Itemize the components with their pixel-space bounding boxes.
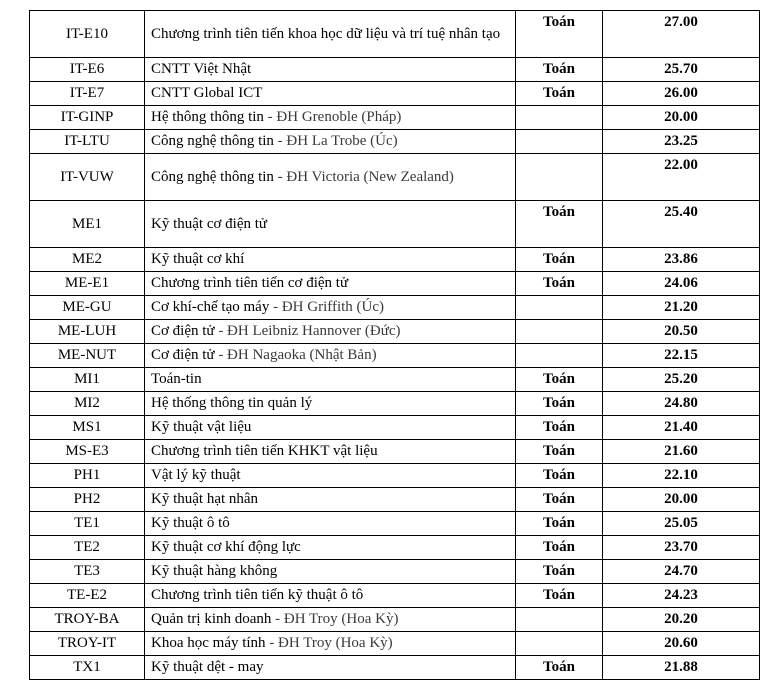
- partner-university: - ĐH Griffith (Úc): [273, 299, 385, 315]
- program-name-cell: [145, 632, 516, 656]
- program-name-cell: [145, 296, 516, 320]
- admission-score-table: [29, 10, 760, 680]
- table-row: [30, 416, 760, 440]
- table-row: [30, 58, 760, 82]
- program-name: Kỹ thuật cơ điện tử: [151, 215, 268, 232]
- cutoff-score-cell: 22.00: [603, 154, 760, 201]
- main-subject-cell: Toán: [516, 464, 603, 488]
- main-subject-cell: [516, 154, 603, 201]
- program-name-cell: [145, 248, 516, 272]
- cutoff-score-cell: 22.10: [603, 464, 760, 488]
- program-name-cell: [145, 320, 516, 344]
- table-row: [30, 656, 760, 680]
- program-name: Kỹ thuật vật liệu: [151, 419, 252, 435]
- main-subject-cell: Toán: [516, 11, 603, 58]
- program-name-cell: [145, 11, 516, 58]
- program-name: Kỹ thuật hàng không: [151, 563, 278, 579]
- admission-table-wrapper: [29, 10, 760, 680]
- cutoff-score-cell: 21.60: [603, 440, 760, 464]
- cutoff-score-cell: 21.40: [603, 416, 760, 440]
- program-name: Công nghệ thông tin: [151, 133, 274, 149]
- program-name-cell: [145, 154, 516, 201]
- program-code-cell: TROY-BA: [30, 608, 145, 632]
- program-code-cell: TE2: [30, 536, 145, 560]
- program-name-cell: [145, 82, 516, 106]
- program-code-cell: MS-E3: [30, 440, 145, 464]
- program-code-cell: TE3: [30, 560, 145, 584]
- cutoff-score-cell: 25.70: [603, 58, 760, 82]
- program-code-cell: IT-E10: [30, 11, 145, 58]
- program-name-cell: [145, 130, 516, 154]
- table-row: [30, 488, 760, 512]
- program-name-cell: [145, 392, 516, 416]
- program-code-cell: TROY-IT: [30, 632, 145, 656]
- program-name-cell: [145, 560, 516, 584]
- main-subject-cell: Toán: [516, 392, 603, 416]
- program-name: Cơ điện tử: [151, 347, 215, 363]
- program-name: Quản trị kinh doanh: [151, 611, 272, 627]
- cutoff-score-cell: 24.06: [603, 272, 760, 296]
- partner-university: - ĐH Victoria (New Zealand): [273, 168, 454, 185]
- main-subject-cell: Toán: [516, 488, 603, 512]
- table-row: [30, 201, 760, 248]
- table-row: [30, 130, 760, 154]
- main-subject-cell: [516, 344, 603, 368]
- main-subject-cell: Toán: [516, 440, 603, 464]
- main-subject-cell: Toán: [516, 656, 603, 680]
- program-name-cell: [145, 440, 516, 464]
- cutoff-score-cell: 21.20: [603, 296, 760, 320]
- program-name-cell: [145, 201, 516, 248]
- program-name: Chương trình tiên tiến KHKT vật liệu: [151, 443, 378, 459]
- program-code-cell: MI2: [30, 392, 145, 416]
- program-name: CNTT Global ICT: [151, 85, 263, 101]
- cutoff-score-cell: 20.50: [603, 320, 760, 344]
- partner-university: - ĐH Leibniz Hannover (Đức): [214, 323, 401, 339]
- main-subject-cell: Toán: [516, 82, 603, 106]
- table-row: [30, 320, 760, 344]
- program-name-cell: [145, 656, 516, 680]
- program-name-cell: [145, 464, 516, 488]
- table-row: [30, 296, 760, 320]
- main-subject-cell: Toán: [516, 201, 603, 248]
- main-subject-cell: Toán: [516, 272, 603, 296]
- program-name: Hệ thông thông tin: [151, 109, 264, 125]
- main-subject-cell: [516, 608, 603, 632]
- main-subject-cell: [516, 632, 603, 656]
- main-subject-cell: Toán: [516, 512, 603, 536]
- cutoff-score-cell: 20.00: [603, 488, 760, 512]
- program-name: Công nghệ thông tin: [151, 168, 274, 185]
- program-code-cell: ME-LUH: [30, 320, 145, 344]
- program-name: Chương trình tiên tiến khoa học dữ liệu và trí tuệ nhân tạo: [151, 25, 501, 42]
- table-row: [30, 11, 760, 58]
- cutoff-score-cell: 25.20: [603, 368, 760, 392]
- program-name-cell: [145, 608, 516, 632]
- cutoff-score-cell: 26.00: [603, 82, 760, 106]
- table-row: [30, 106, 760, 130]
- program-name-cell: [145, 368, 516, 392]
- program-code-cell: IT-LTU: [30, 130, 145, 154]
- program-name: CNTT Việt Nhật: [151, 61, 252, 77]
- partner-university: - ĐH La Trobe (Úc): [273, 133, 398, 149]
- program-code-cell: TX1: [30, 656, 145, 680]
- program-code-cell: IT-E6: [30, 58, 145, 82]
- table-row: [30, 440, 760, 464]
- program-code-cell: ME-E1: [30, 272, 145, 296]
- cutoff-score-cell: 20.00: [603, 106, 760, 130]
- program-name-cell: [145, 584, 516, 608]
- main-subject-cell: [516, 106, 603, 130]
- program-name: Cơ điện tử: [151, 323, 215, 339]
- main-subject-cell: [516, 320, 603, 344]
- program-name: Kỹ thuật hạt nhân: [151, 491, 259, 507]
- program-name: Kỹ thuật cơ khí động lực: [151, 539, 301, 555]
- main-subject-cell: Toán: [516, 248, 603, 272]
- cutoff-score-cell: 24.80: [603, 392, 760, 416]
- program-code-cell: PH1: [30, 464, 145, 488]
- program-name-cell: [145, 536, 516, 560]
- program-code-cell: TE1: [30, 512, 145, 536]
- program-name-cell: [145, 488, 516, 512]
- cutoff-score-cell: 23.25: [603, 130, 760, 154]
- program-name: Vật lý kỹ thuật: [151, 467, 241, 483]
- table-row: [30, 464, 760, 488]
- partner-university: - ĐH Nagaoka (Nhật Bản): [214, 347, 377, 363]
- partner-university: - ĐH Troy (Hoa Kỳ): [271, 611, 399, 627]
- main-subject-cell: Toán: [516, 368, 603, 392]
- program-name: Toán-tin: [151, 371, 202, 387]
- cutoff-score-cell: 20.60: [603, 632, 760, 656]
- cutoff-score-cell: 25.05: [603, 512, 760, 536]
- main-subject-cell: [516, 130, 603, 154]
- program-code-cell: ME1: [30, 201, 145, 248]
- main-subject-cell: [516, 296, 603, 320]
- main-subject-cell: Toán: [516, 536, 603, 560]
- program-name: Chương trình tiên tiến kỹ thuật ô tô: [151, 587, 364, 603]
- program-name: Khoa học máy tính: [151, 635, 266, 651]
- main-subject-cell: Toán: [516, 58, 603, 82]
- main-subject-cell: Toán: [516, 416, 603, 440]
- program-code-cell: MS1: [30, 416, 145, 440]
- program-name-cell: [145, 512, 516, 536]
- partner-university: - ĐH Grenoble (Pháp): [263, 109, 402, 125]
- program-code-cell: ME2: [30, 248, 145, 272]
- table-row: [30, 368, 760, 392]
- program-code-cell: IT-E7: [30, 82, 145, 106]
- table-row: [30, 344, 760, 368]
- cutoff-score-cell: 25.40: [603, 201, 760, 248]
- partner-university: - ĐH Troy (Hoa Kỳ): [265, 635, 393, 651]
- cutoff-score-cell: 20.20: [603, 608, 760, 632]
- cutoff-score-cell: 22.15: [603, 344, 760, 368]
- program-name: Kỹ thuật ô tô: [151, 515, 230, 531]
- program-name: Cơ khí-chế tạo máy: [151, 299, 274, 315]
- program-code-cell: PH2: [30, 488, 145, 512]
- table-row: [30, 632, 760, 656]
- table-row: [30, 82, 760, 106]
- table-row: [30, 584, 760, 608]
- program-code-cell: TE-E2: [30, 584, 145, 608]
- cutoff-score-cell: 23.70: [603, 536, 760, 560]
- main-subject-cell: Toán: [516, 560, 603, 584]
- program-code-cell: MI1: [30, 368, 145, 392]
- table-row: [30, 536, 760, 560]
- program-name-cell: [145, 106, 516, 130]
- program-code-cell: IT-GINP: [30, 106, 145, 130]
- cutoff-score-cell: 24.23: [603, 584, 760, 608]
- table-row: [30, 608, 760, 632]
- program-name: Kỹ thuật cơ khí: [151, 251, 245, 267]
- table-body: [30, 11, 760, 680]
- cutoff-score-cell: 21.88: [603, 656, 760, 680]
- program-code-cell: ME-GU: [30, 296, 145, 320]
- program-code-cell: IT-VUW: [30, 154, 145, 201]
- program-name-cell: [145, 344, 516, 368]
- table-row: [30, 154, 760, 201]
- table-row: [30, 248, 760, 272]
- program-name: Chương trình tiên tiến cơ điện tử: [151, 275, 349, 291]
- program-name-cell: [145, 416, 516, 440]
- program-name: Kỹ thuật dệt - may: [151, 659, 264, 675]
- table-row: [30, 512, 760, 536]
- cutoff-score-cell: 23.86: [603, 248, 760, 272]
- table-row: [30, 392, 760, 416]
- cutoff-score-cell: 27.00: [603, 11, 760, 58]
- main-subject-cell: Toán: [516, 584, 603, 608]
- program-code-cell: ME-NUT: [30, 344, 145, 368]
- table-row: [30, 272, 760, 296]
- program-name-cell: [145, 272, 516, 296]
- cutoff-score-cell: 24.70: [603, 560, 760, 584]
- table-row: [30, 560, 760, 584]
- program-name-cell: [145, 58, 516, 82]
- program-name: Hệ thống thông tin quản lý: [151, 395, 313, 411]
